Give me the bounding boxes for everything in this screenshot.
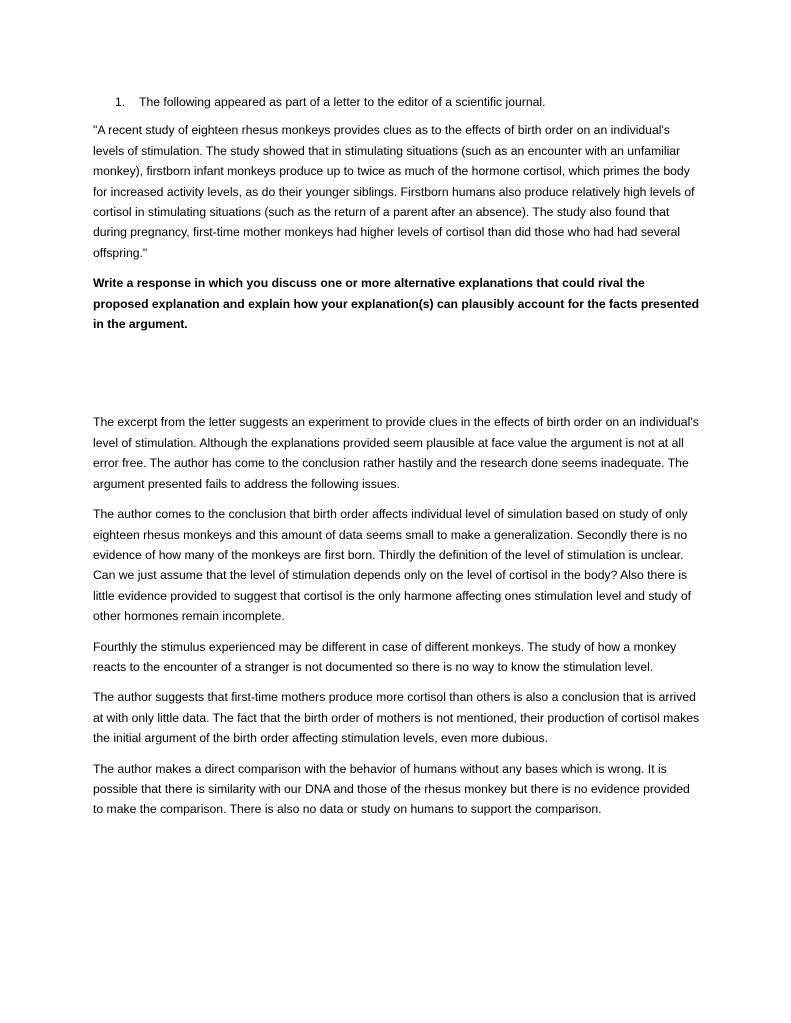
argument-quote: "A recent study of eighteen rhesus monkeys provides clues as to the effects of birth order on an individual's levels of stimulation. The study showed that in stimulating situations (such as an encounter with an unfamiliar monkey), firstborn infant monkeys produce up to twice as much of the hormone cortisol, which primes the body for increased activity levels, as do their younger siblings. Firstborn humans also produce relatively high levels of cortisol in stimulating situations (such as the return of a parent after an absence). The study also found that during pregnancy, first-time mother monkeys had higher levels of cortisol than did those who had had several offspring." [93,123,695,260]
task-prompt: Write a response in which you discuss one or more alternative explanations that could rival the proposed explanation and explain how your explanation(s) can plausibly account for the facts presented in the argument. [93,276,700,332]
question-item [93,92,701,112]
response-paragraph: Fourthly the stimulus experienced may be different in case of different monkeys. The study of how a monkey reacts to the encounter of a stranger is not documented so there is no way to know the stimulation level. [93,639,677,674]
document-page [93,92,701,830]
question-number: 1. [115,95,126,109]
response-paragraph: The author suggests that first-time mothers produce more cortisol than others is also a conclusion that is arrived at with only little data. The fact that the birth order of mothers is not mentioned, their production of cortisol makes the initial argument of the birth order affecting stimulation levels, even more dubious. [93,690,700,746]
question-intro: The following appeared as part of a letter to the editor of a scientific journal. [139,95,546,109]
question-number-wrap [93,92,139,112]
spacer [93,344,701,412]
response-paragraph: The author makes a direct comparison with the behavior of humans without any bases which is wrong. It is possible that there is similarity with our DNA and those of the rhesus monkey but there is no evidence provided to make the comparison. There is also no data or study on humans to support the comparison. [93,761,690,817]
response-paragraph: The author comes to the conclusion that birth order affects individual level of simulation based on study of only eighteen rhesus monkeys and this amount of data seems small to make a generalization. Secondly there is no evidence of how many of the monkeys are first born. Thirdly the definition of the level of stimulation is unclear. Can we just assume that the level of stimulation depends only on the level of cortisol in the body? Also there is little evidence provided to suggest that cortisol is the only harmone affecting ones stimulation level and study of other hormones remain incomplete. [93,507,691,624]
response-paragraph: The excerpt from the letter suggests an experiment to provide clues in the effects of birth order on an individual’s level of stimulation. Although the explanations provided seem plausible at face value the argument is not at all error free. The author has come to the conclusion rather hastily and the research done seems inadequate. The argument presented fails to address the following issues. [93,415,699,491]
